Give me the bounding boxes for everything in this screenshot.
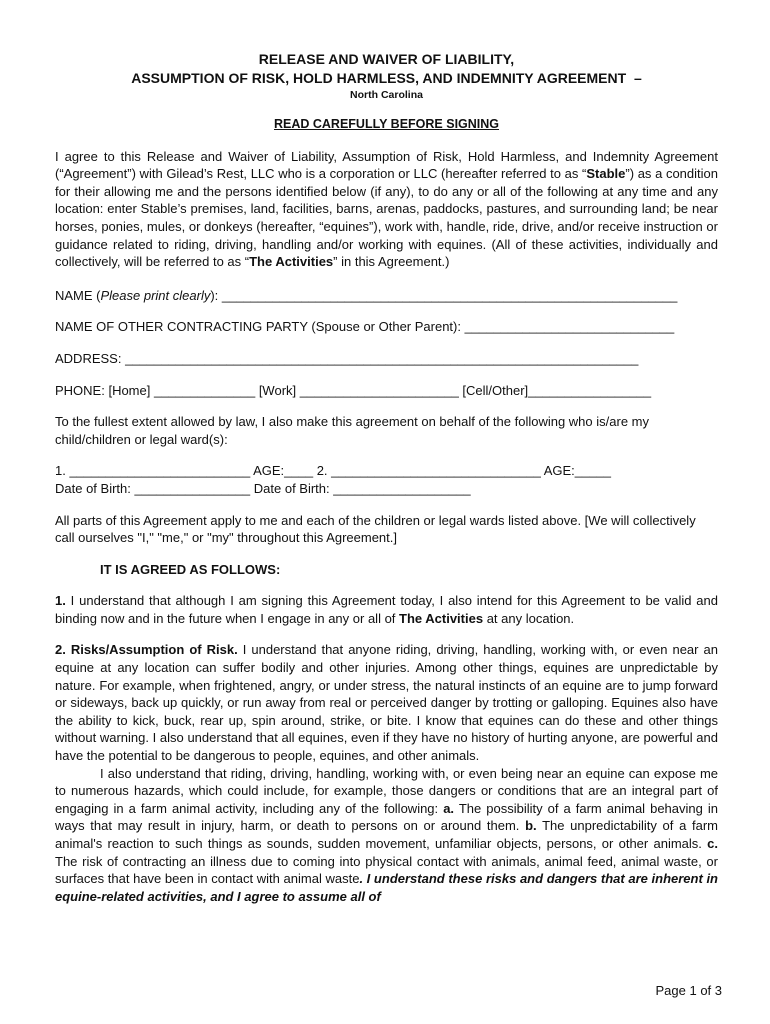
section-2-text-2c: The unpredictability of a farm animal's reaction to such things as sounds, sudden movement, unfamiliar objects, persons, or other animals. [55,818,718,851]
phone-work-blank[interactable]: ______________________ [299,382,459,398]
title-line-1: RELEASE AND WAIVER OF LIABILITY, [258,51,515,67]
title-line-2-text: ASSUMPTION OF RISK, HOLD HARMLESS, AND INDEMNITY AGREEMENT [131,70,627,86]
other-party-blank[interactable]: _____________________________ [464,319,675,335]
section-1-activities: The Activities [399,610,484,626]
child-row[interactable]: 1. _________________________ AGE:____ 2. _____________________________ AGE:_____ [55,463,611,479]
state-subtitle: North Carolina [350,89,423,101]
collective-note: All parts of this Agreement apply to me and each of the children or legal wards listed above. [We will collectively call ourselves "I," "me," or "my" throughout this Agreement.] [55,512,696,546]
minors-intro: To the fullest extent allowed by law, I also make this agreement on behalf of the following who is/are my child/children or legal ward(s): [55,414,649,447]
title-dash: – [633,70,642,86]
dob-row[interactable]: Date of Birth: ________________ Date of Birth: ___________________ [55,480,471,496]
read-carefully-heading: READ CAREFULLY BEFORE SIGNING [273,117,500,131]
section-2-text-2a: I also understand that riding, driving, handling, working with, or even being near an equine can expose me to numerous hazards, which could include, for example, those dangers or conditions that are an integral part of engaging in a farm animal activity, including any of the following: [55,765,718,816]
section-1-text-b: at any location. [483,610,575,626]
phone-field[interactable] [55,382,718,400]
name-field[interactable] [55,287,718,305]
phone-home-blank[interactable]: ______________ [153,382,256,398]
title-line-2 [55,69,718,88]
hazard-label-b: b. [525,818,537,834]
hazard-label-a: a. [443,800,455,816]
other-party-field[interactable] [55,318,718,336]
section-2-emphasis: . I understand these risks and dangers that are inherent in equine-related activities, and I agree to assume all of [55,871,719,904]
section-1 [55,592,718,627]
hazard-label-c: c. [707,836,718,851]
section-2-paragraph-2 [55,765,718,906]
agreed-heading: IT IS AGREED AS FOLLOWS: [100,561,281,577]
stable-term: Stable [586,166,626,182]
section-2-heading: 2. Risks/Assumption of Risk. [55,642,238,658]
intro-text-2: ”) as a condition for their allowing me and the persons identified below (if any), to do any or all of the following at any time and any location: enter Stable’s premises, land, facilities, barns, arenas, paddocks, pastures, and surrounding land; be near horses, ponies, mules, or donkeys (hereafter, “equines”), work with, handle, ride, drive, and/or receive instruction or guidance related to riding, driving, handling and/or working with equines. (All of these activities, individually and collectively, will be referred to as “ [55,166,718,270]
section-2-text-2b: The possibility of a farm animal behaving in ways that may result in injury, harm, or death to persons on or around them. [55,800,719,834]
other-party-label: NAME OF OTHER CONTRACTING PARTY (Spouse or Other Parent): [55,319,465,335]
section-2-text-1: I understand that anyone riding, driving, handling, working with, or even near an equine at any location can suffer bodily and other injuries. Among other things, equines are unpredictable by nature. For example, when frightened, angry, or under stress, the natural instincts of an equine are to jump forward or sideways, back up quickly, or run away from real or perceived danger by trotting or galloping. Equines also have the ability to kick, buck, rear up, spin around, strike, or bite. I know that equines can do these and other things without warning. I also understand that all equines, even if they have no history of hurting anyone, are powerful and have the potential to be dangerous to people, equines, and other animals. [55,642,718,764]
intro-text-1: I agree to this Release and Waiver of Liability, Assumption of Risk, Hold Harmless, and Indemnity Agreement (“Agreement”) with Gilead’s Rest, LLC who is a corporation or LLC (hereafter referred to as “ [55,148,718,182]
name-label: NAME ( [55,287,101,303]
address-blank[interactable]: _______________________________________________________________________ [125,350,639,366]
document-body [55,50,718,905]
name-blank[interactable]: _______________________________________________________________ [221,287,678,303]
phone-cell-blank[interactable]: _________________ [528,382,652,398]
page-number: Page 1 of 3 [655,983,722,998]
address-label: ADDRESS: [55,350,126,366]
phone-work-label: [Work] [255,382,300,398]
name-hint: Please print clearly [100,287,211,303]
section-2-text-2d: The risk of contracting an illness due to coming into physical contact with animals, animal feed, animal waste, or surfaces that have been in contact with animal waste [55,853,718,887]
section-1-text-a: I understand that although I am signing this Agreement today, I also intend for this Agreement to be valid and binding now and in the future when I engage in any or all of [55,593,718,626]
phone-home-label: PHONE: [Home] [55,382,154,398]
intro-paragraph [55,148,718,271]
section-1-number: 1. [55,593,66,609]
intro-text-3: ” in this Agreement.) [333,254,450,270]
section-2-paragraph-1 [55,641,718,764]
name-label-close: ): [210,287,222,303]
activities-term: The Activities [249,254,334,270]
address-field[interactable] [55,350,718,368]
phone-cell-label: [Cell/Other] [458,382,529,398]
